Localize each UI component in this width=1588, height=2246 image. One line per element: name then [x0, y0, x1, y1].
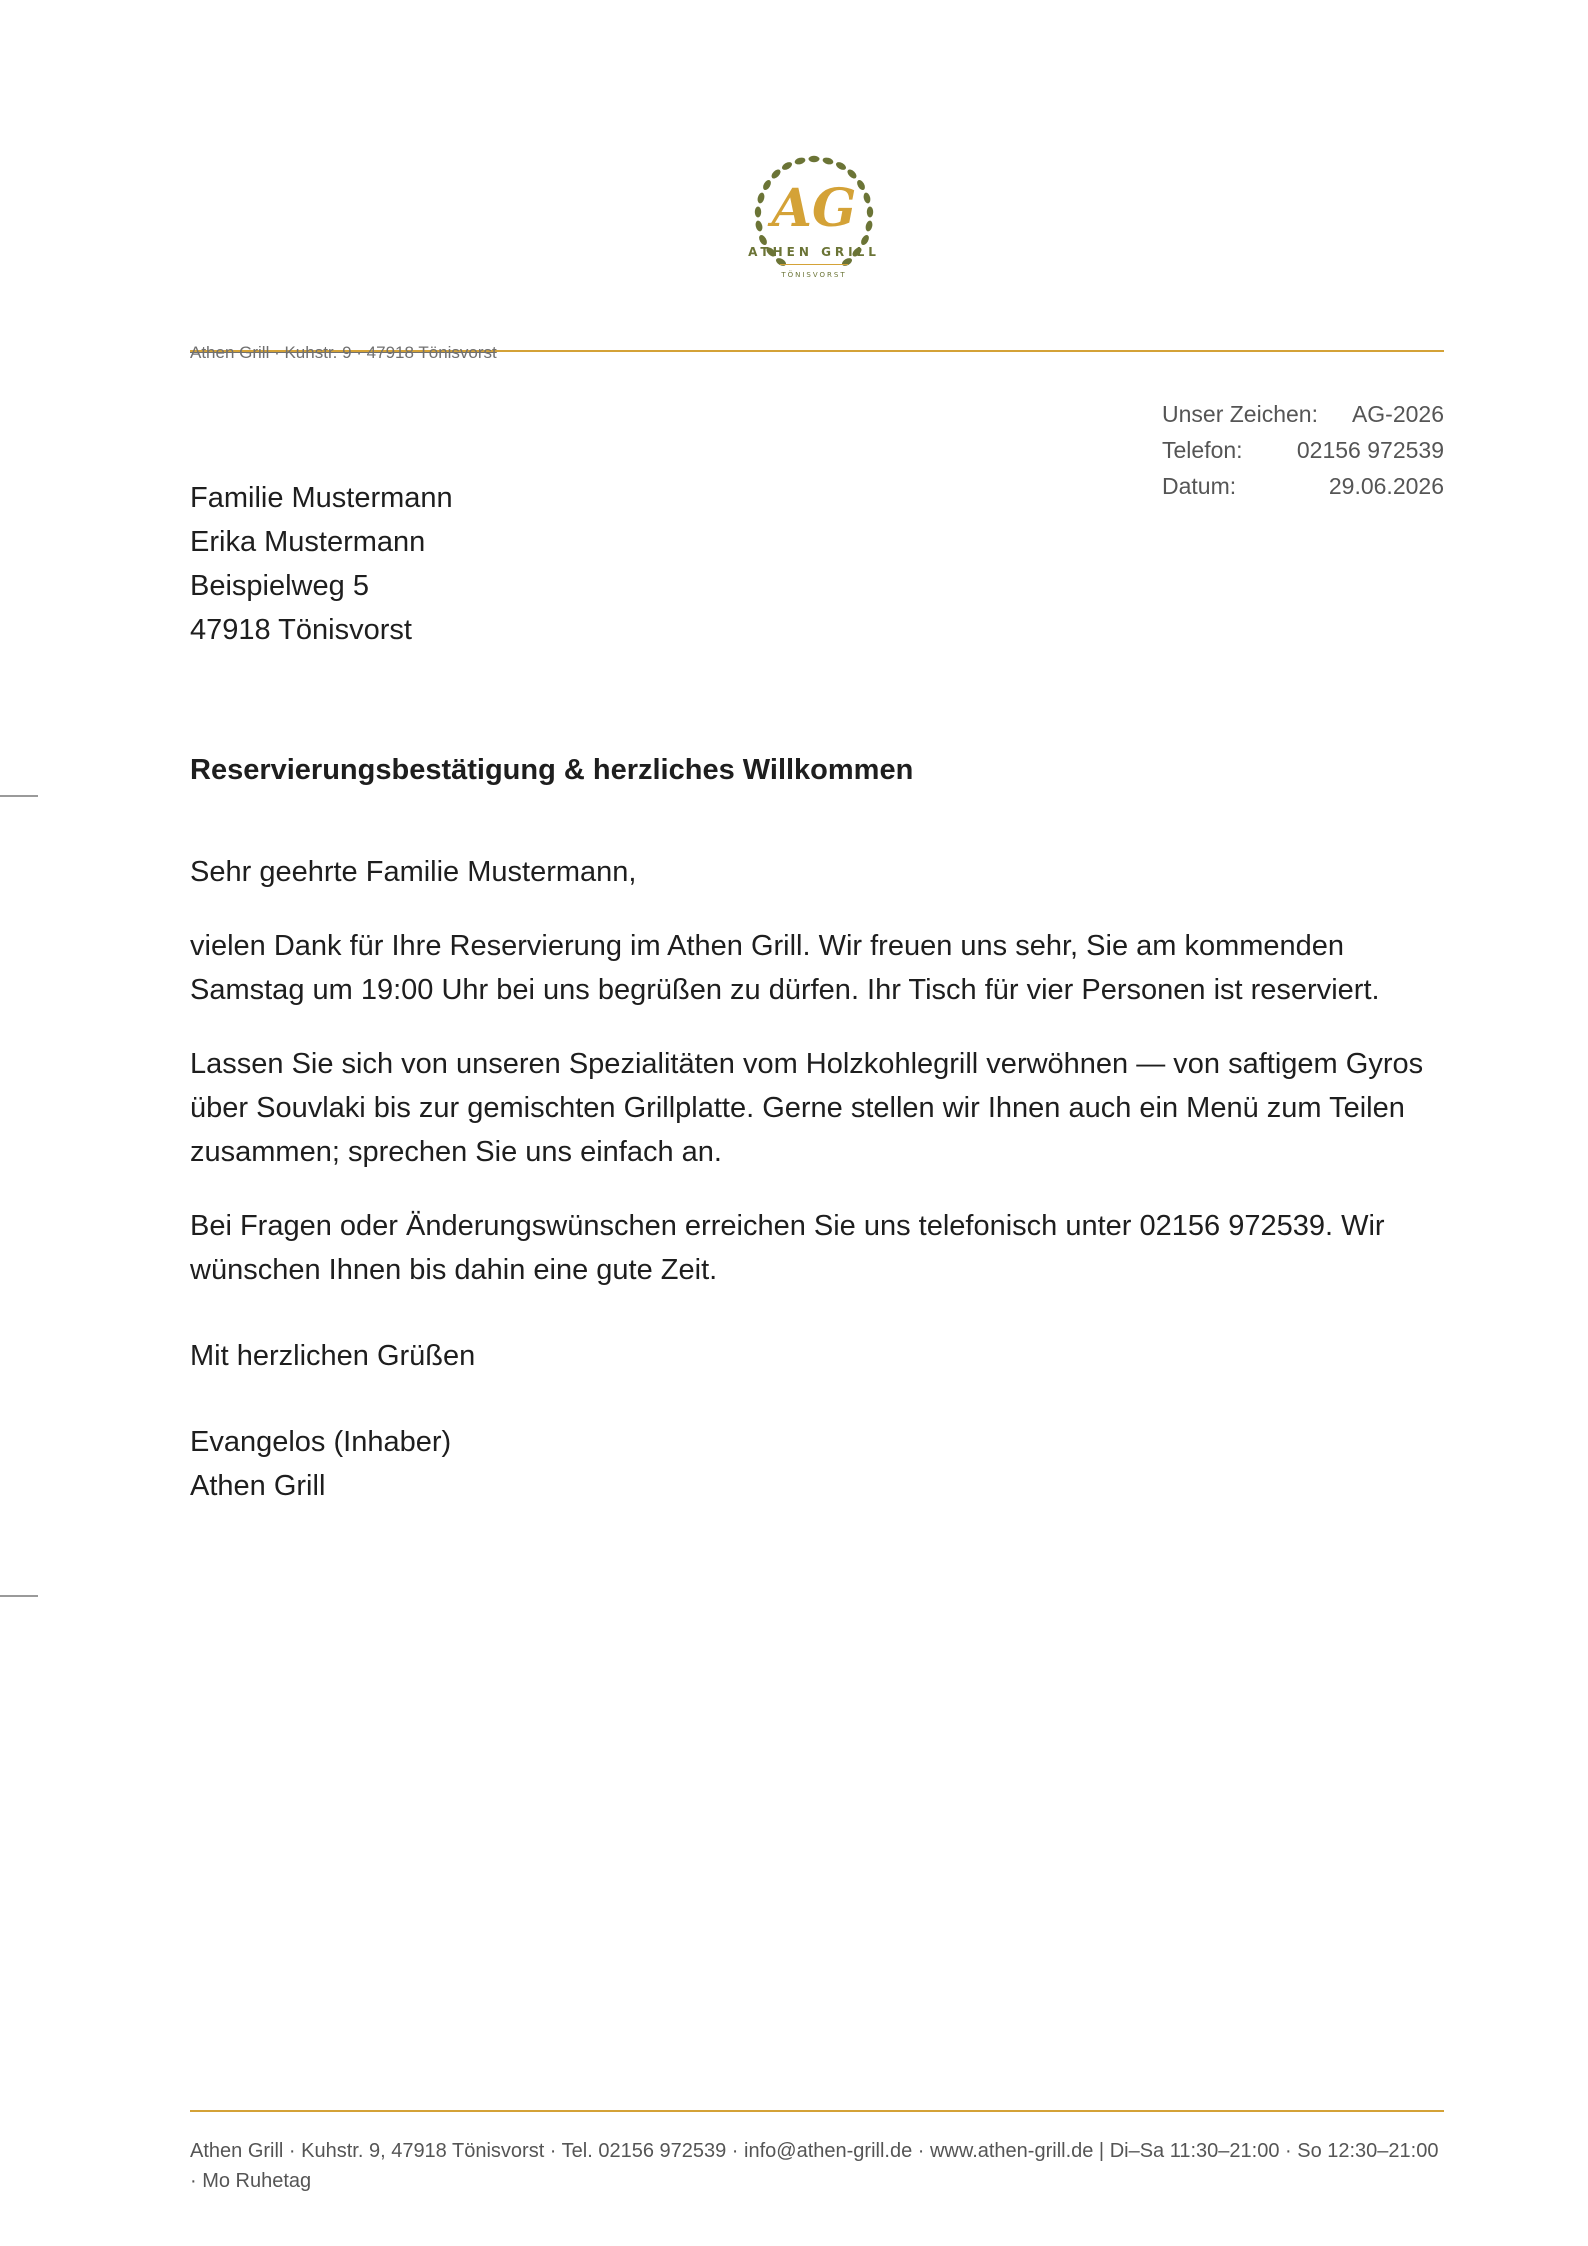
signature-name: Evangelos (Inhaber) [190, 1426, 452, 1458]
letter-subject: Reservierungsbestätigung & herzliches Willkommen [190, 754, 914, 786]
logo-initials: AG [771, 178, 857, 239]
reference-value: AG-2026 [1351, 401, 1444, 427]
reference-value: 29.06.2026 [1328, 473, 1444, 499]
recipient-line: 47918 Tönisvorst [190, 614, 412, 646]
body-paragraph: Lassen Sie sich von unseren Spezialitäten vom Holzkohlegrill verwöhnen — von saftigem Gyros über Souvlaki bis zur gemischten Grillplatte. Gerne stellen wir Ihnen auch ein Menü zum Teilen zusammen; sprechen Sie uns einfach an. [190, 1048, 1424, 1168]
reference-row-telefon [1162, 432, 1444, 468]
body-paragraph: vielen Dank für Ihre Reservierung im Athen Grill. Wir freuen uns sehr, Sie am kommenden Samstag um 19:00 Uhr bei uns begrüßen zu dürfen. Ihr Tisch für vier Personen ist reserviert. [190, 930, 1380, 1006]
logo-name: ATHEN GRILL [748, 245, 880, 259]
reference-block [1162, 396, 1444, 504]
logo-divider [780, 264, 848, 265]
letter-body [190, 850, 1444, 1508]
reference-label: Unser Zeichen: [1162, 401, 1318, 427]
logo-city: TÖNISVORST [781, 271, 847, 279]
recipient-line: Familie Mustermann [190, 482, 453, 514]
restaurant-logo [744, 155, 884, 295]
fold-mark-top [0, 795, 38, 797]
signature-company: Athen Grill [190, 1470, 326, 1502]
reference-label: Datum: [1162, 473, 1237, 499]
signature-block [190, 1420, 1444, 1508]
footer-info: Athen Grill · Kuhstr. 9, 47918 Tönisvorst · Tel. 02156 972539 · info@athen-grill.de · www.athen-grill.de | Di–Sa 11:30–21:00 · So 12:30–21:00 · Mo Ruhetag [190, 2140, 1439, 2192]
fold-mark-bottom [0, 1595, 38, 1597]
footer-rule [190, 2110, 1444, 2112]
return-address: Athen Grill · Kuhstr. 9 · 47918 Tönisvorst [190, 343, 497, 362]
recipient-line: Erika Mustermann [190, 526, 426, 558]
salutation: Sehr geehrte Familie Mustermann, [190, 856, 637, 888]
reference-label: Telefon: [1162, 437, 1243, 463]
reference-value: 02156 972539 [1296, 437, 1444, 463]
reference-row-zeichen [1162, 396, 1444, 432]
body-paragraph: Bei Fragen oder Änderungswünschen erreichen Sie uns telefonisch unter 02156 972539. Wir wünschen Ihnen bis dahin eine gute Zeit. [190, 1210, 1385, 1286]
recipient-address [190, 476, 453, 652]
reference-row-datum [1162, 468, 1444, 504]
closing: Mit herzlichen Grüßen [190, 1340, 476, 1372]
recipient-line: Beispielweg 5 [190, 570, 369, 602]
